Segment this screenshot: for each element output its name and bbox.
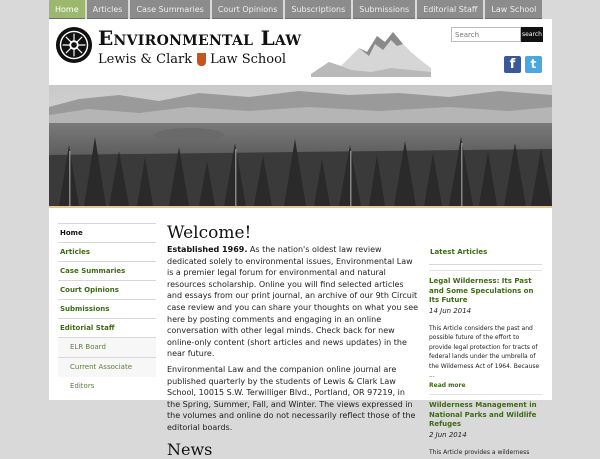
site-title[interactable]: Environmental Law (98, 26, 302, 50)
search-input[interactable] (451, 27, 521, 42)
tab-home[interactable]: Home (49, 0, 85, 19)
sidebar-subitem-associate-editors[interactable]: Current Associate Editors (58, 357, 156, 377)
subtitle-school: Lewis & Clark (98, 52, 193, 67)
sidebar-item-home[interactable]: Home (58, 223, 156, 242)
tab-submissions[interactable]: Submissions (353, 0, 415, 19)
article-date: 2 Jun 2014 (429, 430, 467, 439)
search-button[interactable]: search (521, 27, 543, 42)
site-subtitle[interactable] (98, 52, 286, 67)
tab-articles[interactable]: Articles (87, 0, 129, 19)
read-more-link[interactable]: Read more (429, 382, 466, 390)
welcome-heading: Welcome! (167, 223, 252, 243)
site-header (49, 19, 552, 85)
sidebar-item-case-summaries[interactable]: Case Summaries (58, 261, 156, 280)
top-nav (49, 0, 544, 19)
latest-articles-heading: Latest Articles (429, 244, 542, 265)
article-item (429, 394, 542, 457)
news-heading: News (167, 439, 213, 459)
intro-text: As the nation's oldest law review dedicated solely to environmental issues, Environmental Law is a premier legal forum for environmental and natural resources scholarship. Online you will find selected articles and essays from our print journal, an archive of our 9th Circuit case review and you can share your thoughts on what you see here by posting comments and engaging in an online conversation with other legal minds. Check back for new online-only content (short articles and news updates) in the near future. (167, 245, 419, 359)
seal-icon[interactable] (55, 26, 93, 64)
established-lead: Established 1969. (167, 245, 248, 254)
tab-case-summaries[interactable]: Case Summaries (130, 0, 209, 19)
publication-paragraph: Environmental Law and the companion online journal are published quarterly by the students of Lewis & Clark Law School, 10015 S.W. Terwilliger Blvd., Portland, OR 97219, in the Spring, Summer, Fall, and Winter. The views expressed in the volumes and online do not necessarily reflect those of the editorial boards. (167, 364, 416, 432)
article-item (429, 270, 542, 389)
tab-subscriptions[interactable]: Subscriptions (285, 0, 351, 19)
intro-paragraph (167, 244, 420, 360)
tab-law-school[interactable]: Law School (485, 0, 542, 19)
sidebar-item-articles[interactable]: Articles (58, 242, 156, 261)
banner-divider (49, 206, 552, 208)
latest-articles (429, 244, 542, 457)
shield-icon (197, 53, 206, 66)
main-content (167, 223, 420, 459)
sidebar-nav (58, 223, 156, 390)
tab-editorial-staff[interactable]: Editorial Staff (417, 0, 483, 19)
sidebar-subitem-elr-board[interactable]: ELR Board (58, 337, 156, 357)
article-title[interactable]: Legal Wilderness: Its Past and Some Speculations on Its Future (429, 277, 534, 304)
article-excerpt: This Article considers the past and possible future of the effort to provide legal protection for tracts of federal lands under the umbrella of the Wilderness Act of 1964. Because ... (429, 324, 540, 380)
banner-image (49, 85, 552, 206)
subtitle-law-school: Law School (210, 52, 287, 67)
tab-court-opinions[interactable]: Court Opinions (212, 0, 284, 19)
article-excerpt: This Article provides a wilderness (429, 448, 530, 456)
twitter-icon[interactable]: t (525, 56, 542, 73)
article-date: 14 Jun 2014 (429, 306, 472, 315)
mountain-illustration (311, 22, 431, 77)
sidebar-item-submissions[interactable]: Submissions (58, 299, 156, 318)
facebook-icon[interactable]: f (504, 56, 521, 73)
article-title[interactable]: Wilderness Management in National Parks and Wildlife Refuges (429, 401, 537, 429)
sidebar-item-editorial-staff[interactable]: Editorial Staff (58, 318, 156, 337)
sidebar-item-court-opinions[interactable]: Court Opinions (58, 280, 156, 299)
